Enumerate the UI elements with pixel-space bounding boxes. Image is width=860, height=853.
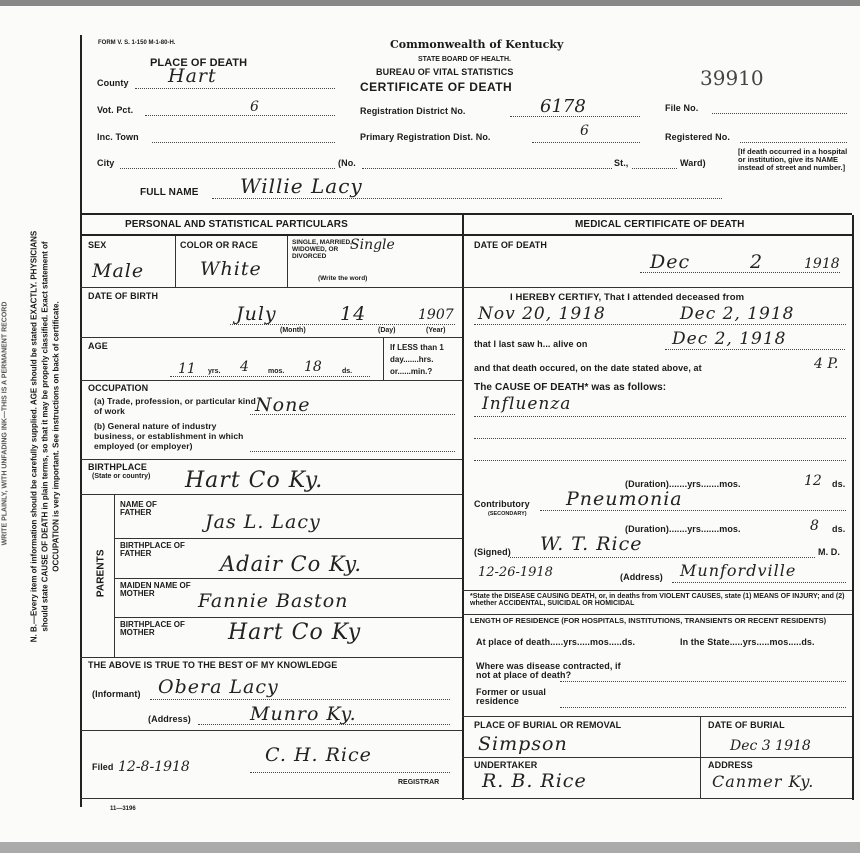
dob-year-label: (Year) [426,327,446,334]
rule-dob [80,337,462,338]
signed-value: W. T. Rice [540,533,643,555]
sex-label: SEX [88,240,107,250]
age-line [170,376,370,377]
former: Former or usual residence [476,687,547,707]
rule-death-date [462,287,852,288]
age-divider [383,338,384,380]
death-month: Dec [650,251,691,273]
marital-label: SINGLE, MARRIED, WIDOWED, OR DIVORCED [292,239,352,260]
burial-label: PLACE OF BURIAL OR REMOVAL [474,720,622,730]
scan-bottom-edge [0,842,860,853]
cause-line-3 [474,460,846,461]
in-state: In the State.....yrs.....mos.....ds. [680,637,815,647]
mother-bp-value: Hart Co Ky [228,620,362,645]
parents-divider [114,494,115,657]
primary-value: 6 [580,123,589,139]
father-value: Jas L. Lacy [205,511,321,533]
frame-right [852,215,854,800]
signed-line [510,557,815,558]
rule-occupation [80,459,462,460]
rule-headings [80,234,852,236]
frame-mid [462,215,464,800]
inc-town-label: Inc. Town [97,132,139,142]
color-divider [287,236,288,287]
frame-left [80,35,82,807]
burial-date-value: Dec 3 1918 [730,738,811,754]
county-value: Hart [168,65,217,87]
age-mos: 4 [240,359,249,375]
med-address-value: Munfordville [680,561,797,580]
occupation-b-line [250,451,455,452]
st-line [632,168,677,169]
color-value: White [200,258,262,280]
certificate-title: CERTIFICATE OF DEATH [360,80,513,94]
certify-to: Dec 2, 1918 [680,304,795,324]
personal-heading: PERSONAL AND STATISTICAL PARTICULARS [125,219,348,230]
rule-burial [462,716,852,717]
duration1-value: 12 [804,473,822,489]
occupation-line [250,414,455,415]
duration2-label: (Duration).......yrs.......mos. [625,524,741,534]
dob-month: July [236,303,277,325]
occupation-label: OCCUPATION [88,383,149,393]
cause-line-1 [474,416,846,417]
primary-label: Primary Registration Dist. No. [360,132,491,142]
st-label: St., [614,158,629,168]
registrar-line [250,772,450,773]
filed-label: Filed [92,762,114,772]
age-yrs: 11 [178,361,196,377]
father-bp-label: BIRTHPLACE OF FATHER [120,541,185,559]
registrar-label: REGISTRAR [398,779,440,786]
contributory-label: Contributory [474,499,530,509]
mother-bp-label: BIRTHPLACE OF MOTHER [120,620,185,638]
no-label: (No. [338,158,356,168]
city-label: City [97,158,115,168]
duration2-value: 8 [810,518,819,534]
age-ds: 18 [304,359,322,375]
file-line [712,113,847,114]
signed-date: 12-26-1918 [478,565,553,580]
dob-day: 14 [340,303,367,325]
registration-label: Registration District No. [360,106,466,116]
age-mos-label: mos. [268,368,285,375]
last-saw-label: that I last saw h... alive on [474,339,588,349]
medical-heading: MEDICAL CERTIFICATE OF DEATH [575,219,745,230]
occurred-value: 4 P. [814,356,839,372]
rule-top-section [80,213,852,215]
age-yrs-label: yrs. [208,368,221,375]
secondary-label: (SECONDARY) [488,511,527,517]
age-ds-label: ds. [342,368,353,375]
file-label: File No. [665,103,699,113]
no-line [362,168,612,169]
father-label: NAME OF FATHER [120,500,157,518]
rule-father-bp [114,578,462,579]
marital-value: Single [350,237,395,253]
hospital-note: [If death occurred in a hospital or institution, give its NAME instead of street and number.] [738,147,848,172]
at-place: At place of death.....yrs.....mos.....ds. [476,637,636,647]
rule-mother [114,617,462,618]
dob-year: 1907 [418,307,454,323]
md-label: M. D. [818,547,840,557]
undertaker-label: UNDERTAKER [474,760,538,770]
primary-line [532,142,640,143]
vot-pct-label: Vot. Pct. [97,105,134,115]
rule-residence [462,614,852,615]
rule-birthplace [80,494,462,495]
registered-line [740,142,847,143]
vot-pct-value: 6 [250,99,259,115]
rule-informant [80,730,462,731]
county-line [135,88,335,89]
cause-label: The CAUSE OF DEATH* was as follows: [474,382,667,393]
birthplace-value: Hart Co Ky. [185,468,324,493]
full-name-value: Willie Lacy [240,174,363,198]
dob-label: DATE OF BIRTH [88,291,159,301]
occupation-a: (a) Trade, profession, or particular kind of work [94,396,256,416]
filed-value: 12-8-1918 [118,759,190,775]
full-name-line [212,198,722,199]
father-bp-value: Adair Co Ky. [220,552,363,576]
rule-sex [80,287,462,288]
state-board: STATE BOARD OF HEALTH. [418,56,511,63]
full-name-label: FULL NAME [140,187,199,198]
former-line [560,707,846,708]
color-label: COLOR OR RACE [180,240,258,250]
rule-footnote [462,590,852,591]
place-of-death-title: PLACE OF DEATH [150,57,248,69]
scan-top-edge [0,0,860,6]
margin-note: WRITE PLAINLY, WITH UNFADING INK—THIS IS A PERMANENT RECORD [1,301,9,546]
burial-date-label: DATE OF BURIAL [708,720,785,730]
registration-value: 6178 [540,96,586,117]
age-label: AGE [88,341,108,351]
footer-code: 11—3196 [110,806,136,812]
rule-filed [80,798,852,799]
sex-divider [175,236,176,287]
duration1-label: (Duration).......yrs.......mos. [625,479,741,489]
contributory-value: Pneumonia [566,488,683,510]
commonwealth: Commonwealth of Kentucky [390,38,564,51]
informant-line [150,699,450,700]
duration2-ds: ds. [832,524,846,534]
cause-line-2 [474,438,846,439]
cause-value: Influenza [482,394,572,414]
vot-pct-line [145,115,335,116]
und-address-value: Canmer Ky. [712,772,815,791]
birthplace-label: BIRTHPLACE [88,462,147,472]
certificate-number: 39910 [700,66,764,90]
address-label: (Address) [148,714,191,724]
ward-label: Ward) [680,158,706,168]
undertaker-value: R. B. Rice [482,770,587,792]
duration1-ds: ds. [832,479,846,489]
mother-value: Fannie Baston [198,590,349,612]
med-address-line [672,582,846,583]
occupation-value: None [255,394,311,416]
county-label: County [97,78,129,88]
city-line [120,168,335,169]
death-date-label: DATE OF DEATH [474,240,547,250]
last-saw-value: Dec 2, 1918 [672,329,787,349]
contributory-line [540,510,846,511]
sex-value: Male [92,260,145,282]
registered-label: Registered No. [665,132,730,142]
signed-label: (Signed) [474,547,511,557]
last-saw-line [665,349,845,350]
rule-age [80,380,462,381]
contracted-line [560,681,846,682]
burial-value: Simpson [478,733,568,755]
dob-day-label: (Day) [378,327,396,334]
rule-undertaker [462,757,852,758]
certify-line [474,324,846,325]
inc-town-line [152,142,335,143]
dob-month-label: (Month) [280,327,306,334]
bureau: BUREAU OF VITAL STATISTICS [376,67,514,77]
mother-label: MAIDEN NAME OF MOTHER [120,581,191,599]
rule-father [114,538,462,539]
occurred-label: and that death occured, on the date stated above, at [474,363,702,373]
form-id: FORM V. S. 1-150 M-1-80-H. [98,40,176,46]
address-value: Munro Ky. [250,703,357,725]
certify-label: I HEREBY CERTIFY, That I attended deceased from [510,292,745,303]
registrar-signature: C. H. Rice [265,744,372,766]
parents-label: PARENTS [95,549,107,598]
residence-label: LENGTH OF RESIDENCE (FOR HOSPITALS, INSTITUTIONS, TRANSIENTS OR RECENT RESIDENTS) [470,616,827,625]
instructions-note: N. B.—Every item of information should be carefully supplied. AGE should be stated EXACTLY. PHYSICIANS should state CAUSE OF DEATH in plain terms, so that it may be properly classified. Exact statement of OCCUPATION is very important. See instructions on back of certificate. [29,230,61,643]
above-true: THE ABOVE IS TRUE TO THE BEST OF MY KNOWLEDGE [88,660,338,670]
informant-value: Obera Lacy [158,676,279,698]
und-address-label: ADDRESS [708,760,753,770]
birthplace-note: (State or country) [92,473,151,480]
death-day: 2 [750,251,764,273]
age-less-than: If LESS than 1 day.......hrs. or......min.? [390,343,444,376]
informant-label: (Informant) [92,689,141,699]
occupation-b: (b) General nature of industry business, or establishment in which employed (or employer) [94,421,244,451]
death-year: 1918 [804,256,840,272]
certify-from: Nov 20, 1918 [478,304,606,324]
med-address-label: (Address) [620,572,663,582]
footnote: *State the DISEASE CAUSING DEATH, or, in deaths from VIOLENT CAUSES, state (1) MEANS OF INJURY; and (2) whether ACCIDENTAL, SUICIDAL OR HOMICIDAL [470,593,845,608]
contracted: Where was disease contracted, if not at place of death? [476,661,621,681]
marital-note: (Write the word) [318,275,368,282]
rule-mother-bp [80,657,462,658]
